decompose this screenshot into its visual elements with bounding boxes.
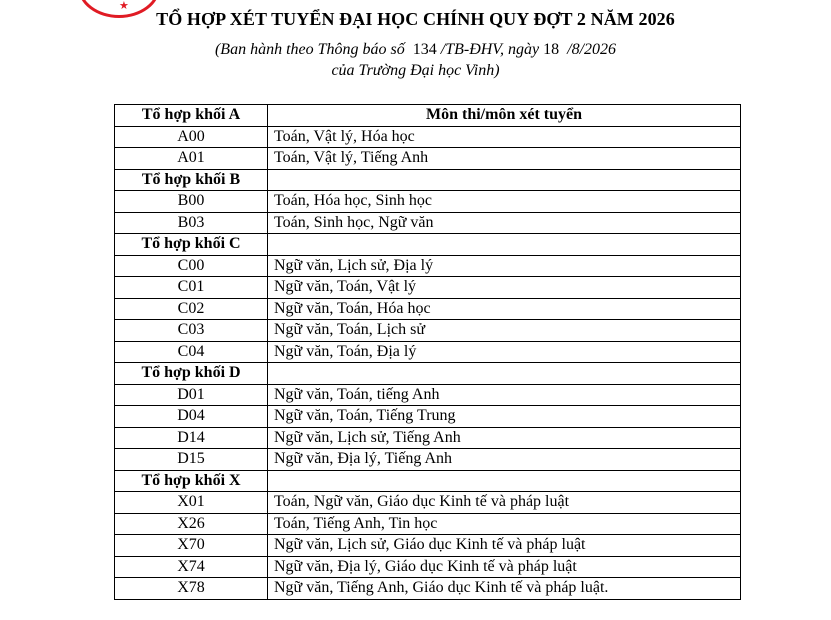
table-row xyxy=(115,406,741,428)
group-empty-cell xyxy=(268,169,741,191)
group-label: Tổ hợp khối D xyxy=(115,363,268,385)
document-title: TỔ HỢP XÉT TUYỂN ĐẠI HỌC CHÍNH QUY ĐỢT 2 NĂM 2026 xyxy=(156,9,675,29)
combination-subjects: Ngữ văn, Lịch sử, Địa lý xyxy=(268,255,741,277)
table-row xyxy=(115,148,741,170)
combination-code: D15 xyxy=(115,449,268,471)
group-header-row xyxy=(115,363,741,385)
combination-subjects: Ngữ văn, Lịch sử, Giáo dục Kinh tế và pháp luật xyxy=(268,535,741,557)
subtitle-prefix: (Ban hành theo Thông báo số xyxy=(214,41,405,58)
combination-subjects: Ngữ văn, Toán, Hóa học xyxy=(268,298,741,320)
table-row xyxy=(115,255,741,277)
combination-subjects: Toán, Tiếng Anh, Tin học xyxy=(268,513,741,535)
table-row xyxy=(115,513,741,535)
combination-subjects: Ngữ văn, Toán, tiếng Anh xyxy=(268,384,741,406)
table-row xyxy=(115,492,741,514)
combination-code: C02 xyxy=(115,298,268,320)
group-label: Tổ hợp khối C xyxy=(115,234,268,256)
combination-code: C04 xyxy=(115,341,268,363)
combination-subjects: Toán, Hóa học, Sinh học xyxy=(268,191,741,213)
combination-code: X01 xyxy=(115,492,268,514)
table-row xyxy=(115,212,741,234)
combination-code: X70 xyxy=(115,535,268,557)
table-row xyxy=(115,298,741,320)
notice-code: /TB-ĐHV, ngày xyxy=(440,41,540,58)
group-label: Tổ hợp khối B xyxy=(115,169,268,191)
combination-subjects: Ngữ văn, Toán, Lịch sử xyxy=(268,320,741,342)
group-header-row xyxy=(115,234,741,256)
table-body xyxy=(115,126,741,599)
combination-code: X74 xyxy=(115,556,268,578)
combination-code: C01 xyxy=(115,277,268,299)
table-row xyxy=(115,578,741,600)
combination-code: D04 xyxy=(115,406,268,428)
combination-subjects: Ngữ văn, Toán, Địa lý xyxy=(268,341,741,363)
combination-code: X26 xyxy=(115,513,268,535)
combination-subjects: Ngữ văn, Địa lý, Tiếng Anh xyxy=(268,449,741,471)
document-subtitle-issuer: của Trường Đại học Vinh) xyxy=(331,62,500,79)
combination-code: A00 xyxy=(115,126,268,148)
combination-code: C03 xyxy=(115,320,268,342)
combination-subjects: Ngữ văn, Địa lý, Giáo dục Kinh tế và pháp luật xyxy=(268,556,741,578)
header-subjects: Môn thi/môn xét tuyển xyxy=(268,105,741,127)
combination-subjects: Toán, Vật lý, Hóa học xyxy=(268,126,741,148)
table-row xyxy=(115,449,741,471)
combination-subjects: Toán, Vật lý, Tiếng Anh xyxy=(268,148,741,170)
combination-code: X78 xyxy=(115,578,268,600)
table-row xyxy=(115,556,741,578)
table-row xyxy=(115,320,741,342)
combination-subjects: Ngữ văn, Toán, Tiếng Trung xyxy=(268,406,741,428)
combination-code: C00 xyxy=(115,255,268,277)
notice-day: 18 xyxy=(543,41,560,58)
notice-month-year: /8/2026 xyxy=(567,41,617,58)
combination-subjects: Ngữ văn, Toán, Vật lý xyxy=(268,277,741,299)
table-row xyxy=(115,384,741,406)
table-row xyxy=(115,341,741,363)
combination-subjects: Toán, Ngữ văn, Giáo dục Kinh tế và pháp luật xyxy=(268,492,741,514)
table-row xyxy=(115,277,741,299)
combination-code: B03 xyxy=(115,212,268,234)
table-row xyxy=(115,126,741,148)
group-empty-cell xyxy=(268,363,741,385)
star-icon: ★ xyxy=(119,0,129,12)
group-header-row xyxy=(115,169,741,191)
header-group-a: Tổ hợp khối A xyxy=(115,105,268,127)
combination-subjects: Ngữ văn, Tiếng Anh, Giáo dục Kinh tế và pháp luật. xyxy=(268,578,741,600)
combination-code: D01 xyxy=(115,384,268,406)
table-row xyxy=(115,427,741,449)
document-subtitle xyxy=(0,40,831,60)
group-empty-cell xyxy=(268,470,741,492)
combination-code: A01 xyxy=(115,148,268,170)
group-header-row xyxy=(115,470,741,492)
notice-number: 134 xyxy=(412,41,437,58)
combination-subjects: Ngữ văn, Lịch sử, Tiếng Anh xyxy=(268,427,741,449)
group-label: Tổ hợp khối X xyxy=(115,470,268,492)
group-empty-cell xyxy=(268,234,741,256)
table-row xyxy=(115,191,741,213)
table-row xyxy=(115,535,741,557)
table-header-row xyxy=(115,105,741,127)
combination-code: D14 xyxy=(115,427,268,449)
combination-subjects: Toán, Sinh học, Ngữ văn xyxy=(268,212,741,234)
combination-code: B00 xyxy=(115,191,268,213)
admission-combinations-table xyxy=(114,104,741,600)
